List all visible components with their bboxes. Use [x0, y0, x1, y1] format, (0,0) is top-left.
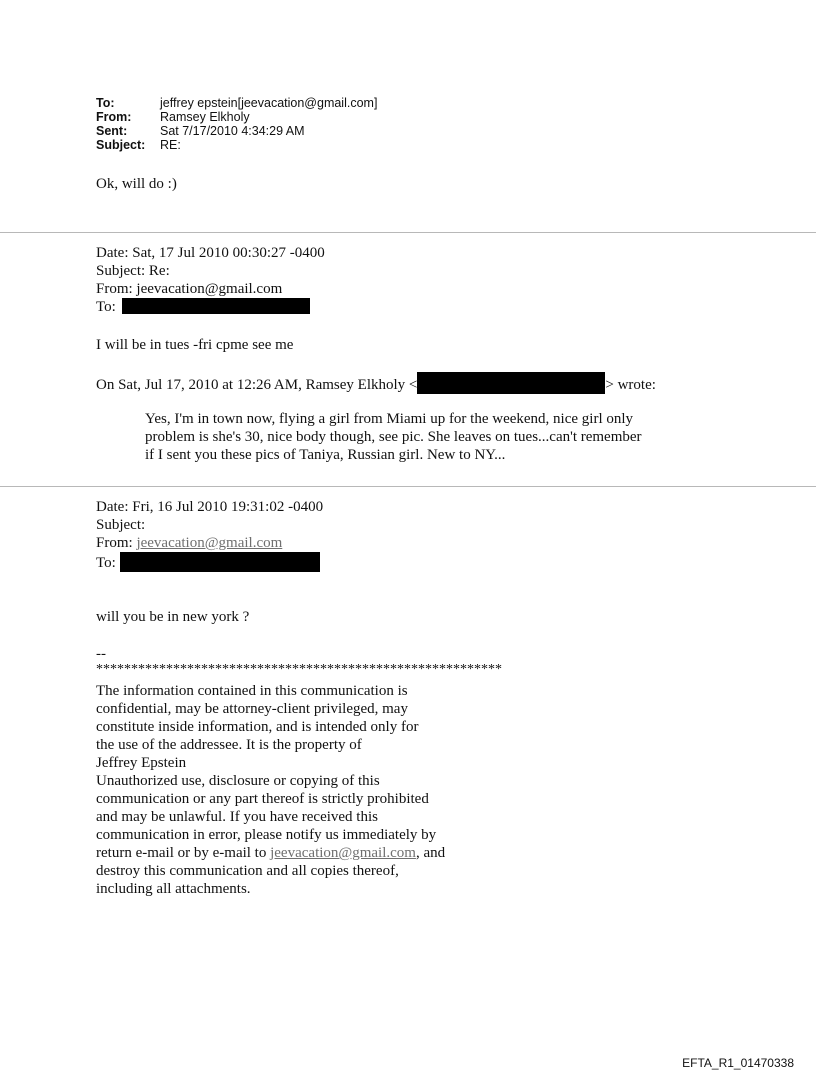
sender-email-link[interactable]: jeevacation@gmail.com	[136, 535, 283, 551]
message3-to-label: To:	[96, 555, 116, 571]
disclaimer-email-link[interactable]: jeevacation@gmail.com	[270, 845, 416, 861]
message2-to-row	[96, 298, 310, 316]
message2-from: From: jeevacation@gmail.com	[96, 281, 283, 297]
message3-subject: Subject:	[96, 517, 146, 533]
header-sent-row	[96, 124, 377, 138]
header-to-label: To:	[96, 96, 115, 110]
disclaimer-line: destroy this communication and all copies thereof,	[96, 863, 399, 879]
header-from-label: From:	[96, 110, 132, 124]
message2-date: Date: Sat, 17 Jul 2010 00:30:27 -0400	[96, 245, 325, 261]
header-from-value: Ramsey Elkholy	[160, 110, 250, 124]
quoted-message	[145, 410, 642, 464]
header-subject-label: Subject:	[96, 138, 146, 152]
quoted-line: problem is she's 30, nice body though, see pic. She leaves on tues...can't remember	[145, 429, 642, 445]
disclaimer-line: confidential, may be attorney-client privileged, may	[96, 701, 408, 717]
message2-body: I will be in tues -fri cpme see me	[96, 337, 294, 353]
message2-quote-intro	[96, 372, 656, 394]
header-sent-value: Sat 7/17/2010 4:34:29 AM	[160, 124, 305, 138]
disclaimer-line: including all attachments.	[96, 881, 251, 897]
header-subject-value: RE:	[160, 138, 181, 152]
signature-stars: **********************************************************	[96, 662, 502, 677]
message-divider	[0, 486, 816, 487]
header-from-row	[96, 110, 377, 124]
header-to-row	[96, 96, 377, 110]
disclaimer-line: communication or any part thereof is strictly prohibited	[96, 791, 429, 807]
disclaimer-email-line	[96, 844, 445, 862]
disclaimer-line: communication in error, please notify us immediately by	[96, 827, 437, 843]
disclaimer-line: Jeffrey Epstein	[96, 755, 187, 771]
header-subject-row	[96, 138, 377, 152]
document-id: EFTA_R1_01470338	[682, 1056, 794, 1070]
message3-to-row	[96, 552, 320, 572]
disclaimer-line: and may be unlawful. If you have received this	[96, 809, 378, 825]
message1-body: Ok, will do :)	[96, 176, 177, 192]
disclaimer-line: Unauthorized use, disclosure or copying of this	[96, 773, 380, 789]
message3-body: will you be in new york ?	[96, 609, 250, 625]
disclaimer-line: the use of the addressee. It is the property of	[96, 737, 362, 753]
quote-intro-prefix: On Sat, Jul 17, 2010 at 12:26 AM, Ramsey Elkholy <	[96, 377, 418, 393]
signature-dashes: --	[96, 646, 106, 662]
message3-from-row	[96, 534, 282, 552]
quoted-line: if I sent you these pics of Taniya, Russian girl. New to NY...	[145, 447, 506, 463]
message-divider	[0, 232, 816, 233]
disclaimer-email-suffix: , and	[415, 845, 446, 861]
message2-subject: Subject: Re:	[96, 263, 170, 279]
quote-intro-suffix: > wrote:	[605, 377, 656, 393]
header-to-value: jeffrey epstein[jeevacation@gmail.com]	[160, 96, 378, 110]
confidentiality-disclaimer	[96, 682, 445, 898]
quoted-line: Yes, I'm in town now, flying a girl from Miami up for the weekend, nice girl only	[145, 411, 634, 427]
message3-from-label: From:	[96, 535, 133, 551]
redaction-block	[417, 372, 605, 394]
redaction-block	[122, 298, 310, 314]
disclaimer-line: constitute inside information, and is intended only for	[96, 719, 419, 735]
disclaimer-line: The information contained in this communication is	[96, 683, 408, 699]
message3-date: Date: Fri, 16 Jul 2010 19:31:02 -0400	[96, 499, 324, 515]
redaction-block	[120, 552, 320, 572]
header-sent-label: Sent:	[96, 124, 128, 138]
message2-to-label: To:	[96, 299, 116, 315]
email-header	[96, 96, 377, 152]
disclaimer-email-prefix: return e-mail or by e-mail to	[96, 845, 271, 861]
